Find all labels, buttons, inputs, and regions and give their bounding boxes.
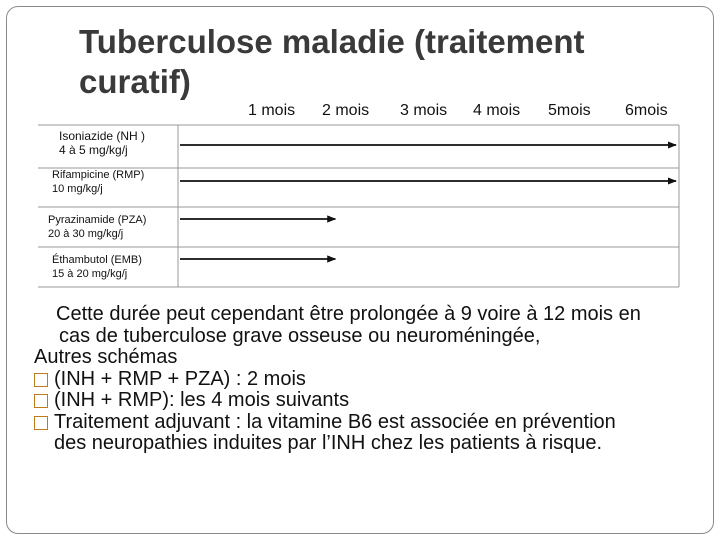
drug-dose: 20 à 30 mg/kg/j bbox=[48, 228, 124, 240]
drug-name: Pyrazinamide (PZA) bbox=[48, 214, 147, 226]
prolongation-paragraph: Cette durée peut cependant être prolongée à 9 voire à 12 mois en cas de tuberculose grave osseuse ou neuroméningée, bbox=[56, 303, 641, 347]
checkbox-bullet-icon bbox=[34, 416, 48, 430]
bullet-item bbox=[34, 390, 644, 412]
checkbox-bullet-icon bbox=[34, 394, 48, 408]
month-label-4: 4 mois bbox=[473, 102, 521, 119]
drug-name: Isoniazide (NH ) bbox=[59, 129, 146, 143]
timeline-grid bbox=[38, 125, 679, 287]
bullet-text: (INH + RMP): les 4 mois suivants bbox=[54, 389, 350, 411]
bullet-item bbox=[34, 369, 644, 391]
month-label-6: 6mois bbox=[625, 102, 668, 119]
drug-name: Éthambutol (EMB) bbox=[52, 254, 142, 266]
month-label-2: 2 mois bbox=[322, 102, 370, 119]
drug-dose: 15 à 20 mg/kg/j bbox=[52, 268, 128, 280]
drug-dose: 4 à 5 mg/kg/j bbox=[59, 143, 128, 157]
bullet-item bbox=[34, 412, 644, 455]
treatment-arrows bbox=[180, 145, 676, 259]
slide-body bbox=[34, 304, 644, 455]
drug-name: Rifampicine (RMP) bbox=[52, 169, 145, 181]
other-schemes-label: Autres schémas bbox=[34, 346, 178, 368]
slide-title: Tuberculose maladie (traitement curatif) bbox=[79, 23, 585, 100]
checkbox-bullet-icon bbox=[34, 373, 48, 387]
month-label-5: 5mois bbox=[548, 102, 591, 119]
bullet-text: (INH + RMP + PZA) : 2 mois bbox=[54, 367, 306, 390]
month-label-3: 3 mois bbox=[400, 102, 448, 119]
bullet-text: Traitement adjuvant : la vitamine B6 est associée en prévention des neuropathies induites par l’INH chez les patients à risque. bbox=[54, 410, 616, 454]
drug-dose: 10 mg/kg/j bbox=[52, 183, 103, 195]
month-label-1: 1 mois bbox=[248, 102, 296, 119]
